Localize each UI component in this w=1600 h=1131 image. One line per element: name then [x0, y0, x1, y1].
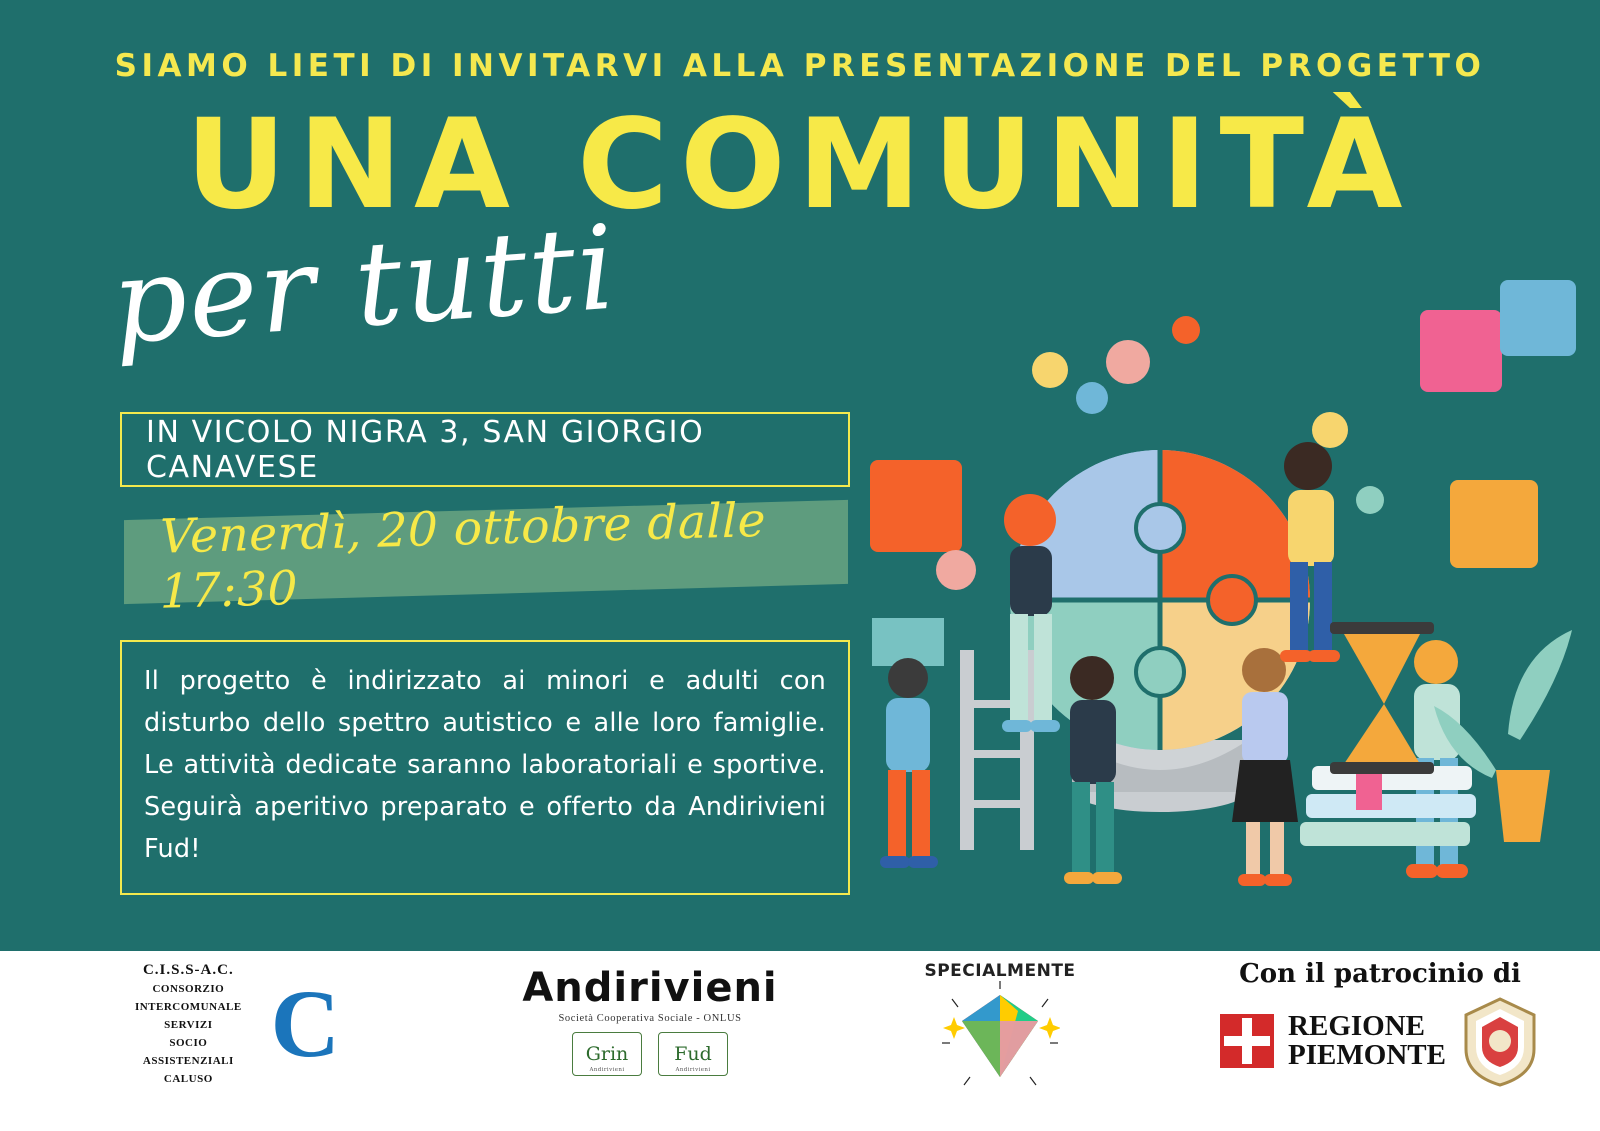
logo-andirivieni [500, 965, 800, 1076]
page-subtitle: per tutti [107, 200, 621, 371]
address-text: IN VICOLO NIGRA 3, SAN GIORGIO CANAVESE [146, 414, 705, 485]
fud-name: Fud [674, 1043, 712, 1065]
teamwork-puzzle-illustration [860, 270, 1580, 910]
diamond-icon [940, 981, 1060, 1086]
logo-fud [658, 1032, 728, 1076]
fud-caption: Andirivieni [675, 1067, 711, 1073]
logo-patrocinio [1180, 959, 1580, 1087]
description-box [120, 640, 850, 895]
andirivieni-name: Andirivieni [522, 965, 778, 1011]
regione-line1: REGIONE [1288, 1010, 1426, 1042]
andirivieni-subtitle: Società Cooperativa Sociale - ONLUS [558, 1013, 742, 1024]
sponsor-footer [0, 951, 1600, 1131]
patrocinio-title: Con il patrocinio di [1239, 959, 1521, 989]
address-box [120, 412, 850, 487]
page-title: UNA COMUNITÀ [185, 93, 1415, 237]
cissac-title: C.I.S.S-A.C. [142, 962, 234, 978]
comune-crest-icon [1460, 995, 1540, 1087]
cissac-line6: CALUSO [163, 1073, 213, 1085]
cissac-line4: SOCIO [169, 1037, 208, 1049]
books-icon [1300, 766, 1476, 846]
logo-cissac [110, 961, 340, 1087]
logo-grin [572, 1032, 642, 1076]
description-text: Il progetto è indirizzato ai minori e adulti con disturbo dello spettro autistico e alle loro famiglie. Le attività dedicate saranno laboratoriali e sportive. Seguirà aperitivo preparato e offerto da Andirivieni Fud! [144, 666, 826, 864]
date-text: Venerdì, 20 ottobre dalle 17:30 [160, 492, 766, 620]
logo-specialmente [900, 961, 1100, 1091]
cissac-line5: ASSISTENZIALI [142, 1055, 234, 1067]
cissac-line3: SERVIZI [164, 1019, 213, 1031]
invite-line: SIAMO LIETI DI INVITARVI ALLA PRESENTAZIONE DEL PROGETTO [114, 48, 1486, 84]
regione-line2: PIEMONTE [1288, 1039, 1446, 1071]
cissac-line1: CONSORZIO [152, 983, 225, 995]
cissac-mark: C [270, 970, 340, 1077]
regione-piemonte-mark-icon [1220, 1014, 1274, 1068]
cissac-line2: INTERCOMUNALE [134, 1001, 242, 1013]
specialmente-name: SPECIALMENTE [924, 961, 1076, 981]
grin-caption: Andirivieni [589, 1067, 625, 1073]
grin-name: Grin [585, 1043, 629, 1065]
